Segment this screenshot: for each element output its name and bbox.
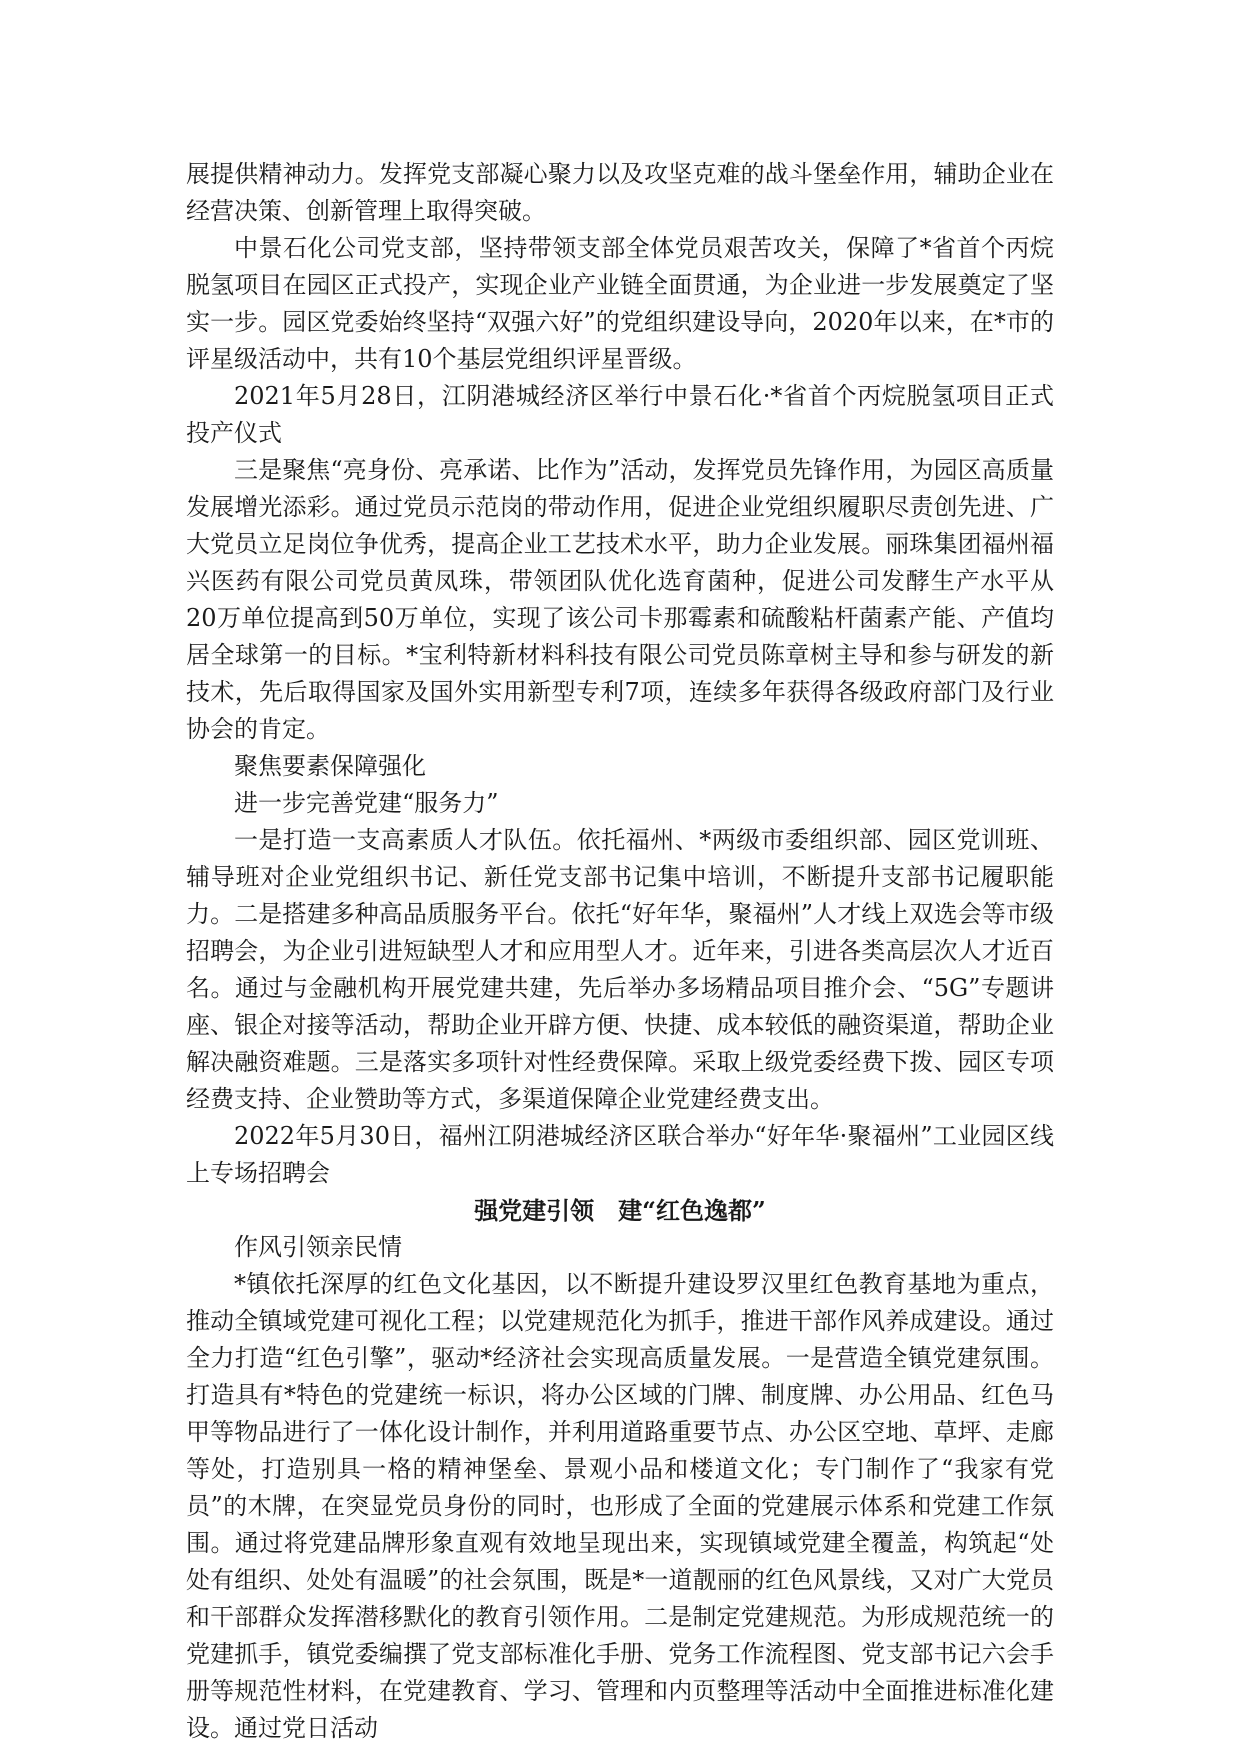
photo-caption-2022: 2022年5月30日，福州江阴港城经济区联合举办“好年华·聚福州”工业园区线上专场招聘会 — [186, 1122, 1054, 1187]
section-heading: 强党建引领 建“红色逸都” — [474, 1196, 766, 1225]
subheading-factor-guarantee: 聚焦要素保障强化 — [234, 752, 426, 780]
paragraph-intro-continuation: 展提供精神动力。发挥党支部凝心聚力以及攻坚克难的战斗堡垒作用，辅助企业在经营决策、创新管理上取得突破。 — [186, 160, 1054, 225]
document-page — [186, 156, 1054, 1747]
subheading-work-style: 作风引领亲民情 — [234, 1233, 402, 1261]
paragraph-red-culture: *镇依托深厚的红色文化基因，以不断提升建设罗汉里红色教育基地为重点，推动全镇域党建可视化工程；以党建规范化为抓手，推进干部作风养成建设。通过全力打造“红色引擎”，驱动*经济社会实现高质量发展。一是营造全镇党建氛围。打造具有*特色的党建统一标识，将办公区域的门牌、制度牌、办公用品、红色马甲等物品进行了一体化设计制作，并利用道路重要节点、办公区空地、草坪、走廊等处，打造别具一格的精神堡垒、景观小品和楼道文化；专门制作了“我家有党员”的木牌，在突显党员身份的同时，也形成了全面的党建展示体系和党建工作氛围。通过将党建品牌形象直观有效地呈现出来，实现镇域党建全覆盖，构筑起“处处有组织、处处有温暖”的社会氛围，既是*一道靓丽的红色风景线，又对广大党员和干部群众发挥潜移默化的教育引领作用。二是制定党建规范。为形成规范统一的党建抓手，镇党委编撰了党支部标准化手册、党务工作流程图、党支部书记六会手册等规范性材料，在党建教育、学习、管理和内页整理等活动中全面推进标准化建设。通过党日活动 — [186, 1270, 1054, 1742]
photo-caption-2021: 2021年5月28日，江阴港城经济区举行中景石化·*省首个丙烷脱氢项目正式投产仪式 — [186, 382, 1054, 447]
subheading-service-power: 进一步完善党建“服务力” — [234, 789, 499, 817]
paragraph-zhongjing-petrochemical: 中景石化公司党支部，坚持带领支部全体党员艰苦攻关，保障了*省首个丙烷脱氢项目在园区正式投产，实现企业产业链全面贯通，为企业进一步发展奠定了坚实一步。园区党委始终坚持“双强六好”的党组织建设导向，2020年以来，在*市的评星级活动中，共有10个基层党组织评星晋级。 — [186, 234, 1054, 373]
paragraph-third-focus: 三是聚焦“亮身份、亮承诺、比作为”活动，发挥党员先锋作用，为园区高质量发展增光添彩。通过党员示范岗的带动作用，促进企业党组织履职尽责创先进、广大党员立足岗位争优秀，提高企业工艺技术水平，助力企业发展。丽珠集团福州福兴医药有限公司党员黄凤珠，带领团队优化选育菌种，促进公司发酵生产水平从20万单位提高到50万单位，实现了该公司卡那霉素和硫酸粘杆菌素产能、产值均居全球第一的目标。*宝利特新材料科技有限公司党员陈章树主导和参与研发的新技术，先后取得国家及国外实用新型专利7项，连续多年获得各级政府部门及行业协会的肯定。 — [186, 456, 1054, 743]
paragraph-talent-team: 一是打造一支高素质人才队伍。依托福州、*两级市委组织部、园区党训班、辅导班对企业党组织书记、新任党支部书记集中培训，不断提升支部书记履职能力。二是搭建多种高品质服务平台。依托“好年华，聚福州”人才线上双选会等市级招聘会，为企业引进短缺型人才和应用型人才。近年来，引进各类高层次人才近百名。通过与金融机构开展党建共建，先后举办多场精品项目推介会、“5G”专题讲座、银企对接等活动，帮助企业开辟方便、快捷、成本较低的融资渠道，帮助企业解决融资难题。三是落实多项针对性经费保障。采取上级党委经费下拨、园区专项经费支持、企业赞助等方式，多渠道保障企业党建经费支出。 — [186, 826, 1054, 1113]
